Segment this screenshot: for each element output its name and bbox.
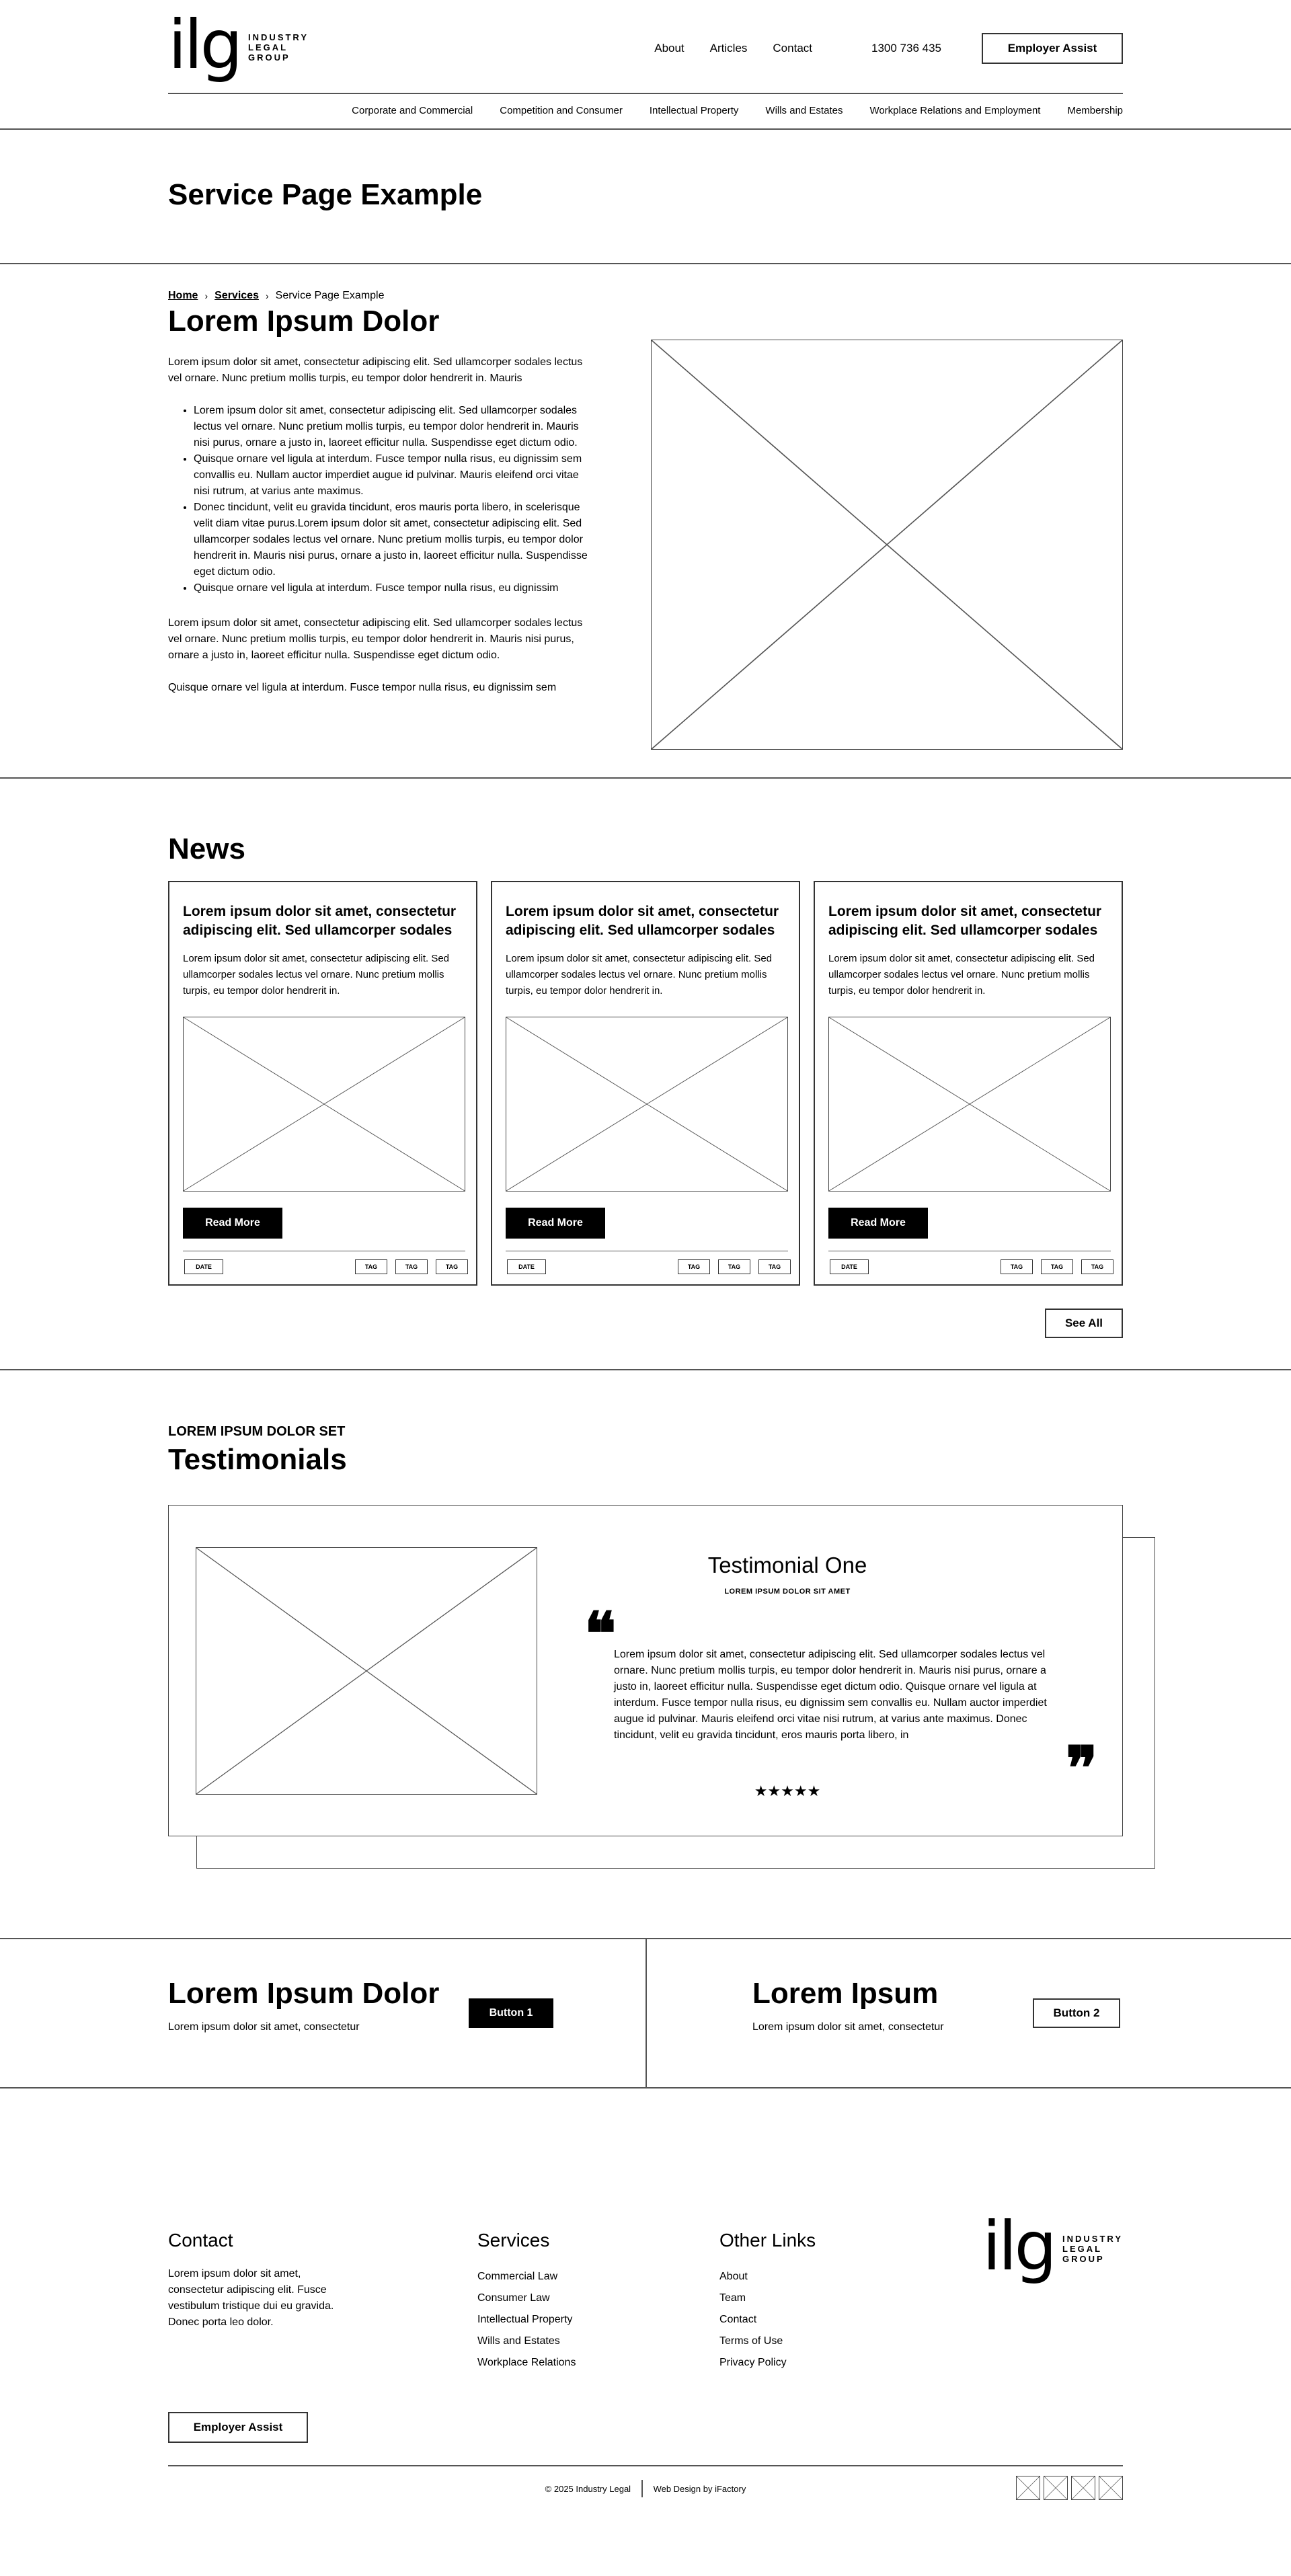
star-rating: ★★★★★ — [754, 1783, 821, 1799]
tag-badge[interactable]: TAG — [436, 1259, 468, 1274]
tag-badge[interactable]: TAG — [395, 1259, 428, 1274]
site-header — [0, 0, 1291, 130]
card-excerpt: Lorem ipsum dolor sit amet, consectetur adipiscing elit. Sed ullamcorper sodales lectus vel ornare. Nunc pretium mollis turpis, eu tempor dolor hendrerit in. — [828, 953, 1095, 997]
tag-badge[interactable]: TAG — [355, 1259, 387, 1274]
intro-section — [0, 264, 1291, 779]
testimonial-name: Testimonial One — [707, 1553, 867, 1577]
footer-link-wills[interactable]: Wills and Estates — [477, 2335, 560, 2347]
card-footer — [183, 1251, 465, 1278]
footer-link-consumer[interactable]: Consumer Law — [477, 2292, 550, 2304]
tag-badge[interactable]: TAG — [718, 1259, 750, 1274]
logo-mark: ilg — [168, 5, 241, 84]
social-icon-1[interactable] — [1016, 2476, 1040, 2500]
card-title[interactable]: Lorem ipsum dolor sit amet, consectetur adipiscing elit. Sed ullamcorper sodales — [828, 904, 1102, 938]
copyright: © 2025 Industry Legal — [545, 2483, 631, 2494]
read-more-button[interactable]: Read More — [183, 1208, 282, 1239]
card-title[interactable]: Lorem ipsum dolor sit amet, consectetur adipiscing elit. Sed ullamcorper sodales — [183, 904, 457, 938]
footer-link-terms[interactable]: Terms of Use — [719, 2335, 783, 2347]
testimonial-image-placeholder — [196, 1547, 537, 1795]
tag-badge[interactable]: TAG — [1041, 1259, 1073, 1274]
subnav-ip[interactable]: Intellectual Property — [649, 105, 739, 116]
read-more-button[interactable]: Read More — [828, 1208, 928, 1239]
read-more-button[interactable]: Read More — [506, 1208, 605, 1239]
footer-employer-assist-button[interactable]: Employer Assist — [168, 2412, 308, 2443]
open-quote-icon: ❝ — [584, 1598, 617, 1668]
page-title: Service Page Example — [168, 178, 483, 211]
news-section — [0, 779, 1291, 1370]
intro-paragraph: Quisque ornare vel ligula at interdum. Fusce tempor nulla risus, eu dignissim sem — [168, 682, 557, 693]
button-1[interactable]: Button 1 — [469, 1998, 553, 2028]
testimonial-card — [168, 1505, 1123, 1836]
news-card[interactable] — [491, 881, 800, 1286]
nav-divider — [168, 93, 1123, 94]
intro-heading: Lorem Ipsum Dolor — [168, 305, 440, 338]
social-links — [1013, 2476, 1123, 2500]
social-icon-3[interactable] — [1071, 2476, 1095, 2500]
card-image-placeholder — [183, 1017, 465, 1192]
see-all-button[interactable]: See All — [1045, 1309, 1123, 1338]
footer-services-heading: Services — [477, 2230, 550, 2251]
footer-link-about[interactable]: About — [719, 2271, 748, 2282]
date-badge: DATE — [184, 1259, 223, 1274]
card-footer — [506, 1251, 788, 1278]
footer-other-heading: Other Links — [719, 2230, 816, 2251]
list-item: • Quisque ornare vel ligula at interdum. Fusce tempor nulla risus, eu dignissim sem convallis eu. Nullam auctor imperdiet augue id pulvinar. Mauris eleifend orci vitae nisi rutrum, at varius ante maximus. — [194, 451, 592, 500]
subnav-competition[interactable]: Competition and Consumer — [500, 105, 623, 116]
subnav-wills[interactable]: Wills and Estates — [765, 105, 843, 116]
site-footer — [0, 2089, 1291, 2534]
subnav-workplace[interactable]: Workplace Relations and Employment — [869, 105, 1041, 116]
footer-bottom — [168, 2480, 1123, 2497]
footer-link-commercial[interactable]: Commercial Law — [477, 2271, 558, 2282]
intro-list — [194, 403, 592, 596]
testimonial-body: Lorem ipsum dolor sit amet, consectetur adipiscing elit. Sed ullamcorper sodales lectus vel ornare. Nunc pretium mollis turpis, eu tempor dolor hendrerit in. Mauris nisi purus, ornare a justo in, laoreet efficitur nulla. Suspendisse eget dictum odio. Quisque ornare vel ligula at interdum. Fusce tempor nulla risus, eu dignissim sem convallis eu. Nullam auctor imperdiet augue id pulvinar. Mauris eleifend orci vitae nisi rutrum, at varius ante maximus. Donec tincidunt, velit eu gravida tincidunt, eros mauris porta libero, in — [614, 1649, 1047, 1741]
main-nav — [654, 33, 1123, 64]
nav-articles[interactable]: Articles — [709, 42, 748, 54]
tag-badge[interactable]: TAG — [678, 1259, 710, 1274]
date-badge: DATE — [830, 1259, 869, 1274]
breadcrumb-separator: › — [265, 290, 269, 301]
footer-contact-heading: Contact — [168, 2230, 233, 2251]
footer-link-contact[interactable]: Contact — [719, 2314, 757, 2325]
testimonials-section — [0, 1370, 1291, 1939]
cta-right-text: Lorem ipsum dolor sit amet, consectetur — [752, 2021, 944, 2033]
cta-right-heading: Lorem Ipsum — [752, 1977, 939, 2010]
employer-assist-button[interactable]: Employer Assist — [982, 33, 1123, 64]
list-item: • Quisque ornare vel ligula at interdum. Fusce tempor nulla risus, eu dignissim — [194, 580, 592, 596]
footer-other-links — [719, 2230, 816, 2374]
breadcrumb-separator: › — [204, 290, 208, 301]
card-excerpt: Lorem ipsum dolor sit amet, consectetur adipiscing elit. Sed ullamcorper sodales lectus vel ornare. Nunc pretium mollis turpis, eu tempor dolor hendrerit in. — [506, 953, 773, 997]
intro-content — [168, 305, 592, 712]
card-image-placeholder — [506, 1017, 788, 1192]
footer-services — [477, 2230, 576, 2374]
news-card[interactable] — [168, 881, 477, 1286]
tag-badge[interactable]: TAG — [758, 1259, 791, 1274]
button-2[interactable]: Button 2 — [1033, 1998, 1120, 2028]
logo-words: INDUSTRY LEGAL GROUP — [1062, 2234, 1123, 2264]
breadcrumb-current: Service Page Example — [275, 290, 385, 301]
cta-band — [0, 1939, 1291, 2089]
social-icon-2[interactable] — [1044, 2476, 1068, 2500]
date-badge: DATE — [507, 1259, 546, 1274]
footer-link-workplace[interactable]: Workplace Relations — [477, 2357, 576, 2368]
list-item: • Donec tincidunt, velit eu gravida tincidunt, eros mauris porta libero, in scelerisque velit diam vitae purus.Lorem ipsum dolor sit amet, consectetur adipiscing elit. Sed ullamcorper sodales lectus vel ornare. Nunc pretium mollis turpis, eu tempor dolor hendrerit in. Mauris nisi purus, ornare a justo in, laoreet efficitur nulla. Suspendisse eget dictum odio. — [194, 500, 592, 580]
list-item: • Lorem ipsum dolor sit amet, consectetur adipiscing elit. Sed ullamcorper sodales lectus vel ornare. Nunc pretium mollis turpis, eu tempor dolor hendrerit in. Mauris nisi purus, ornare a justo in, laoreet efficitur nulla. Suspendisse eget dictum odio. — [194, 403, 592, 451]
intro-paragraph: Lorem ipsum dolor sit amet, consectetur adipiscing elit. Sed ullamcorper sodales lectus vel ornare. Nunc pretium mollis turpis, eu tempor dolor hendrerit in. Mauris nisi purus, ornare a justo in, laoreet efficitur nulla. Suspendisse eget dictum odio. — [168, 617, 583, 661]
breadcrumb-services[interactable]: Services — [214, 290, 259, 301]
social-icon-4[interactable] — [1099, 2476, 1123, 2500]
logo-mark: ilg — [982, 2207, 1055, 2286]
footer-divider — [168, 2465, 1123, 2466]
testimonials-heading: Testimonials — [168, 1443, 347, 1476]
testimonials-eyebrow: LOREM IPSUM DOLOR SET — [168, 1424, 346, 1439]
footer-link-ip[interactable]: Intellectual Property — [477, 2314, 573, 2325]
footer-contact-text: Lorem ipsum dolor sit amet, consectetur adipiscing elit. Fusce vestibulum tristique dui eu gravida. Donec porta leo dolor. — [168, 2268, 334, 2328]
card-image-placeholder — [828, 1017, 1111, 1192]
phone-number[interactable]: 1300 736 435 — [871, 42, 941, 54]
tag-badge[interactable]: TAG — [1001, 1259, 1033, 1274]
testimonial-role: LOREM IPSUM DOLOR SIT AMET — [724, 1588, 851, 1596]
subnav-corporate[interactable]: Corporate and Commercial — [352, 105, 473, 116]
breadcrumb — [168, 264, 1123, 302]
footer-link-privacy[interactable]: Privacy Policy — [719, 2357, 787, 2368]
footer-logo[interactable] — [982, 2207, 1123, 2286]
tag-badge[interactable]: TAG — [1081, 1259, 1113, 1274]
cta-left-heading: Lorem Ipsum Dolor — [168, 1977, 440, 2010]
footer-link-team[interactable]: Team — [719, 2292, 746, 2304]
nav-contact[interactable]: Contact — [773, 42, 812, 54]
logo-words: INDUSTRY LEGAL GROUP — [248, 32, 309, 63]
design-credit[interactable]: Web Design by iFactory — [653, 2483, 746, 2494]
breadcrumb-home[interactable]: Home — [168, 290, 198, 301]
site-logo[interactable] — [168, 5, 309, 84]
card-excerpt: Lorem ipsum dolor sit amet, consectetur adipiscing elit. Sed ullamcorper sodales lectus vel ornare. Nunc pretium mollis turpis, eu tempor dolor hendrerit in. — [183, 953, 450, 997]
news-heading: News — [168, 832, 245, 865]
nav-about[interactable]: About — [654, 42, 684, 54]
image-placeholder — [651, 340, 1123, 750]
cta-left-text: Lorem ipsum dolor sit amet, consectetur — [168, 2021, 360, 2033]
card-footer — [828, 1251, 1111, 1278]
subnav-membership[interactable]: Membership — [1067, 105, 1123, 116]
footer-separator — [641, 2480, 643, 2497]
news-card[interactable] — [814, 881, 1123, 1286]
close-quote-icon: ❞ — [1066, 1733, 1098, 1803]
card-title[interactable]: Lorem ipsum dolor sit amet, consectetur adipiscing elit. Sed ullamcorper sodales — [506, 904, 779, 938]
services-nav — [325, 105, 1123, 116]
footer-contact — [168, 2230, 348, 2331]
intro-paragraph: Lorem ipsum dolor sit amet, consectetur adipiscing elit. Sed ullamcorper sodales lectus vel ornare. Nunc pretium mollis turpis, eu tempor dolor hendrerit in. Mauris — [168, 356, 583, 384]
page-title-band — [0, 130, 1291, 264]
